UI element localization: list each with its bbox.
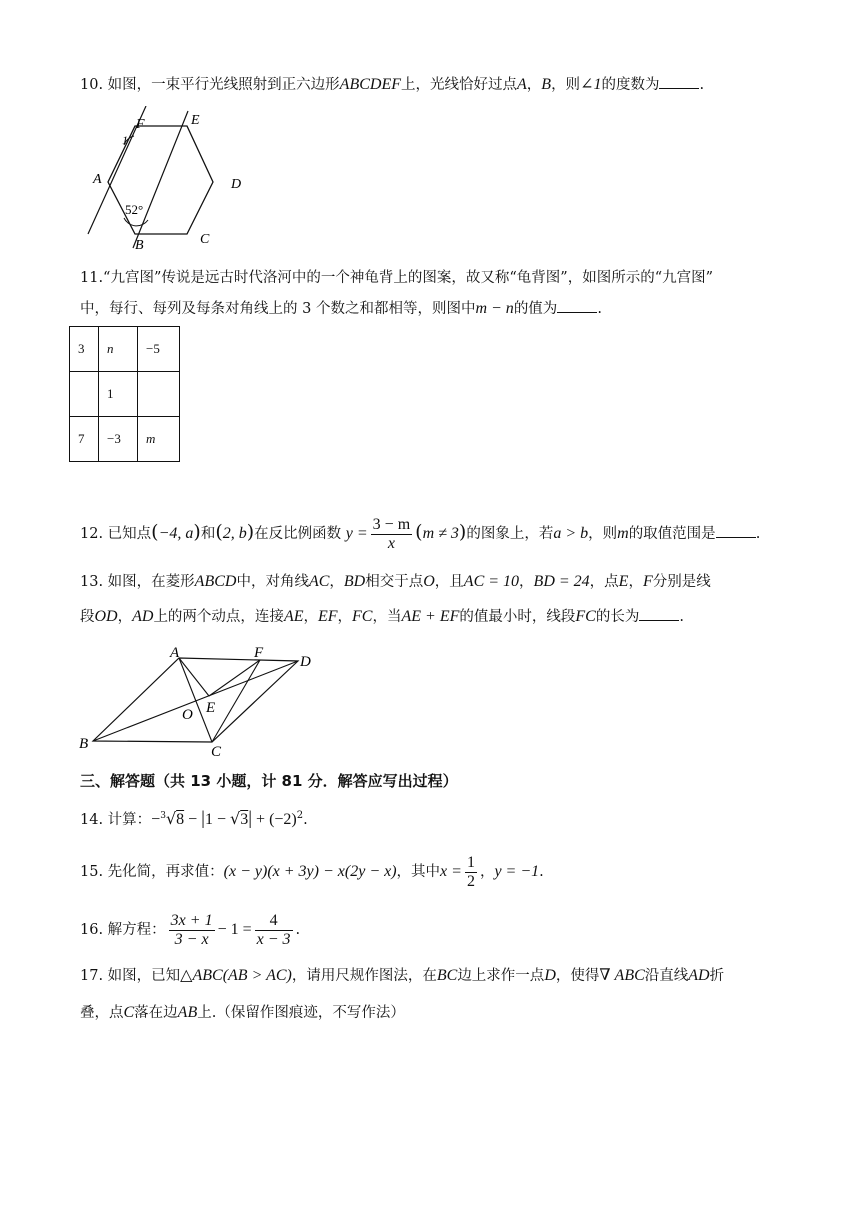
math-point: A (517, 76, 527, 93)
label-D: D (300, 654, 311, 670)
math-condition: m ≠ 3 (422, 525, 459, 542)
abs-bar: | (201, 807, 205, 829)
table-cell: 7 (70, 417, 99, 462)
math-name: AD (688, 967, 710, 984)
question-text: ，其中 (396, 864, 441, 880)
question-text: 中，对角线 (236, 574, 309, 590)
magic-square-table (69, 326, 180, 462)
label-O: O (182, 707, 193, 723)
question-number: 10. (80, 77, 104, 93)
punct: ， (329, 574, 344, 590)
fraction-denominator: x − 3 (256, 930, 291, 948)
question-12 (80, 512, 760, 554)
fraction-denominator: 2 (466, 872, 475, 890)
question-text: 相交于点 (365, 574, 424, 590)
punct: ， (337, 609, 353, 625)
question-10 (80, 74, 704, 95)
label-C: C (200, 232, 210, 247)
table-cell: 1 (99, 372, 138, 417)
radicand: 3 (240, 810, 249, 828)
punct: . (303, 811, 308, 828)
segment-AE (179, 658, 209, 696)
question-15 (80, 852, 544, 892)
fraction (169, 912, 215, 949)
label-F: F (254, 645, 264, 661)
question-text: 边上求作一点 (457, 968, 545, 984)
punct: . (597, 301, 602, 317)
math-op: − (151, 810, 161, 828)
question-text: 14. 计算： (80, 811, 152, 828)
label-F: F (136, 117, 145, 132)
figure-rhombus (74, 644, 324, 760)
question-text: 分别是线 (652, 574, 711, 590)
answer-blank[interactable] (639, 606, 679, 621)
punct: ， (526, 77, 542, 93)
punct: ， (303, 609, 318, 625)
math-inequality: a > b (553, 525, 589, 542)
fraction-numerator: 1 (466, 853, 475, 871)
math-hexagon-name: ABCDEF (339, 76, 401, 93)
radicand: 8 (176, 810, 185, 828)
section-header: 三、解答题（共 13 小题，计 81 分．解答应写出过程） (80, 772, 458, 790)
math-expr: (−2) (269, 810, 297, 828)
math-point: 2, b (222, 525, 247, 542)
question-text: 17. 如图，已知 (80, 968, 181, 984)
question-text: 的值最小时，线段 (459, 609, 576, 625)
question-text: 上的两个动点，连接 (153, 609, 284, 625)
math-point: B (541, 76, 552, 93)
question-text: ，当 (372, 609, 402, 625)
label-E: E (191, 113, 200, 128)
question-text: 的长为 (595, 609, 640, 625)
answer-blank[interactable] (659, 74, 699, 89)
question-text: ，则 (551, 77, 581, 93)
punct: ， (479, 864, 495, 880)
question-text: 15. 先化简，再求值： (80, 864, 224, 880)
math-name: FC (575, 608, 596, 625)
question-text: 的度数为 (601, 77, 660, 93)
math-name: ∇ ABC (599, 967, 645, 984)
fraction (465, 854, 477, 891)
punct: . (679, 609, 684, 625)
paren: ) (246, 521, 255, 543)
table-row (70, 327, 180, 372)
question-text: 段 (80, 609, 95, 625)
label-E: E (206, 700, 216, 716)
segment-EF (209, 660, 260, 696)
math-angle: ∠1 (580, 76, 602, 93)
table-cell: −3 (99, 417, 138, 462)
question-text: 折 (709, 968, 725, 984)
fraction-denominator: 3 − x (174, 930, 209, 948)
math-name: F (642, 573, 653, 590)
question-11-line-1 (80, 268, 713, 288)
question-text: ，且 (434, 574, 464, 590)
fraction (371, 516, 412, 553)
fraction-numerator: 4 (255, 912, 293, 931)
math-eq: x = (440, 863, 462, 880)
question-text: 落在边 (134, 1005, 178, 1021)
math-eq: AC = 10 (463, 573, 520, 590)
label-C: C (211, 744, 222, 760)
math-name: O (423, 573, 435, 590)
question-16 (80, 910, 300, 950)
punct: . (755, 526, 761, 542)
math-name: EF (317, 608, 338, 625)
question-14 (80, 806, 308, 830)
table-cell (70, 372, 99, 417)
math-name: AC (308, 573, 330, 590)
table-cell (138, 372, 180, 417)
math-expr: AE + EF (401, 608, 460, 625)
question-text: 在反比例函数 (254, 526, 342, 542)
math-name: ABCD (194, 573, 237, 590)
math-name: E (618, 573, 629, 590)
math-y-eq: y = (345, 525, 368, 542)
question-text: 上，光线恰好过点 (401, 77, 517, 93)
label-B: B (79, 736, 89, 752)
math-name: △ABC (180, 967, 223, 984)
fraction-denominator: x (387, 534, 395, 552)
question-11-line-2 (80, 298, 602, 319)
punct: ， (117, 609, 133, 625)
paren: ( (151, 521, 159, 543)
math-condition: (AB > AC) (222, 967, 292, 984)
paren: ( (415, 521, 423, 543)
figure-hexagon (80, 106, 260, 256)
math-name: AB (177, 1004, 198, 1021)
math-eq: y = −1 (494, 863, 540, 880)
label-D: D (231, 177, 242, 192)
punct: . (699, 77, 705, 93)
math-op: − (184, 810, 202, 828)
paren: ) (458, 521, 467, 543)
math-point: −4, a (158, 525, 194, 542)
math-name: OD (94, 608, 118, 625)
table-cell: m (138, 417, 180, 462)
question-text: 的值为 (513, 301, 558, 317)
label-B: B (135, 238, 144, 253)
label-angle-1: 1 (122, 133, 128, 147)
question-text: 16. 解方程： (80, 922, 166, 938)
punct: ， (519, 574, 534, 590)
answer-blank[interactable] (557, 298, 597, 313)
question-text: 和 (200, 526, 216, 542)
question-text: ，请用尺规作图法，在 (291, 968, 437, 984)
paren: ( (215, 521, 223, 543)
sqrt-sign-icon: √ (230, 808, 241, 828)
question-text: ，使得 (555, 968, 600, 984)
table-cell: 3 (70, 327, 99, 372)
question-text: 中，每行、每列及每条对角线上的 3 个数之和都相等，则图中 (80, 301, 476, 317)
math-expr: (x − y)(x + 3y) − x(2y − x) (223, 863, 397, 880)
question-text: 11.“九宫图”传说是远古时代洛河中的一个神龟背上的图案，故又称“龟背图”，如图所示的“九宫图” (80, 270, 714, 286)
table-row (70, 417, 180, 462)
table-row (70, 372, 180, 417)
exponent: 2 (296, 810, 304, 821)
question-17-line-2 (80, 1003, 405, 1023)
answer-blank[interactable] (716, 523, 756, 538)
table-cell: n (99, 327, 138, 372)
math-eq: BD = 24 (533, 573, 590, 590)
question-17-line-1 (80, 966, 724, 986)
question-text: ，点 (589, 574, 619, 590)
math-name: D (544, 967, 556, 984)
question-text: 叠，点 (80, 1005, 124, 1021)
question-text: 12. 已知点 (80, 526, 152, 542)
math-name: BD (343, 573, 366, 590)
fraction (255, 912, 293, 949)
question-text: 上.（保留作图痕迹，不写作法） (197, 1005, 405, 1021)
math-expr: 1 − (204, 810, 231, 828)
math-op: + (252, 810, 270, 828)
math-name: AE (283, 608, 304, 625)
question-text: 沿直线 (644, 968, 689, 984)
abs-bar: | (248, 807, 253, 829)
label-A: A (93, 172, 102, 187)
paren: ) (193, 521, 201, 543)
math-name: AD (132, 608, 154, 625)
question-13-line-2 (80, 606, 684, 627)
question-13-line-1 (80, 572, 711, 592)
segment-FC (212, 660, 260, 742)
root-index: 3 (160, 811, 166, 821)
question-text: 如图，一束平行光线照射到正六边形 (107, 77, 340, 93)
math-expr: m − n (475, 300, 514, 317)
question-text: 的取值范围是 (628, 526, 716, 542)
math-var: m (617, 525, 629, 542)
math-name: C (123, 1004, 135, 1021)
math-name: FC (352, 608, 373, 625)
punct: ， (628, 574, 643, 590)
punct: . (539, 864, 544, 880)
question-text: 13. 如图，在菱形 (80, 574, 195, 590)
table-cell: −5 (138, 327, 180, 372)
label-angle-52: 52° (125, 202, 144, 217)
math-op: − 1 = (217, 921, 252, 938)
diagonal-BD (93, 661, 298, 741)
fraction-numerator: 3x + 1 (170, 911, 213, 929)
question-text: 的图象上，若 (466, 526, 554, 542)
fraction-numerator: 3 − m (372, 515, 411, 533)
math-name: BC (436, 967, 458, 984)
question-text: ，则 (588, 526, 618, 542)
punct: . (295, 922, 301, 938)
label-A: A (170, 645, 180, 661)
cbrt-sign-icon: √ (165, 808, 177, 828)
